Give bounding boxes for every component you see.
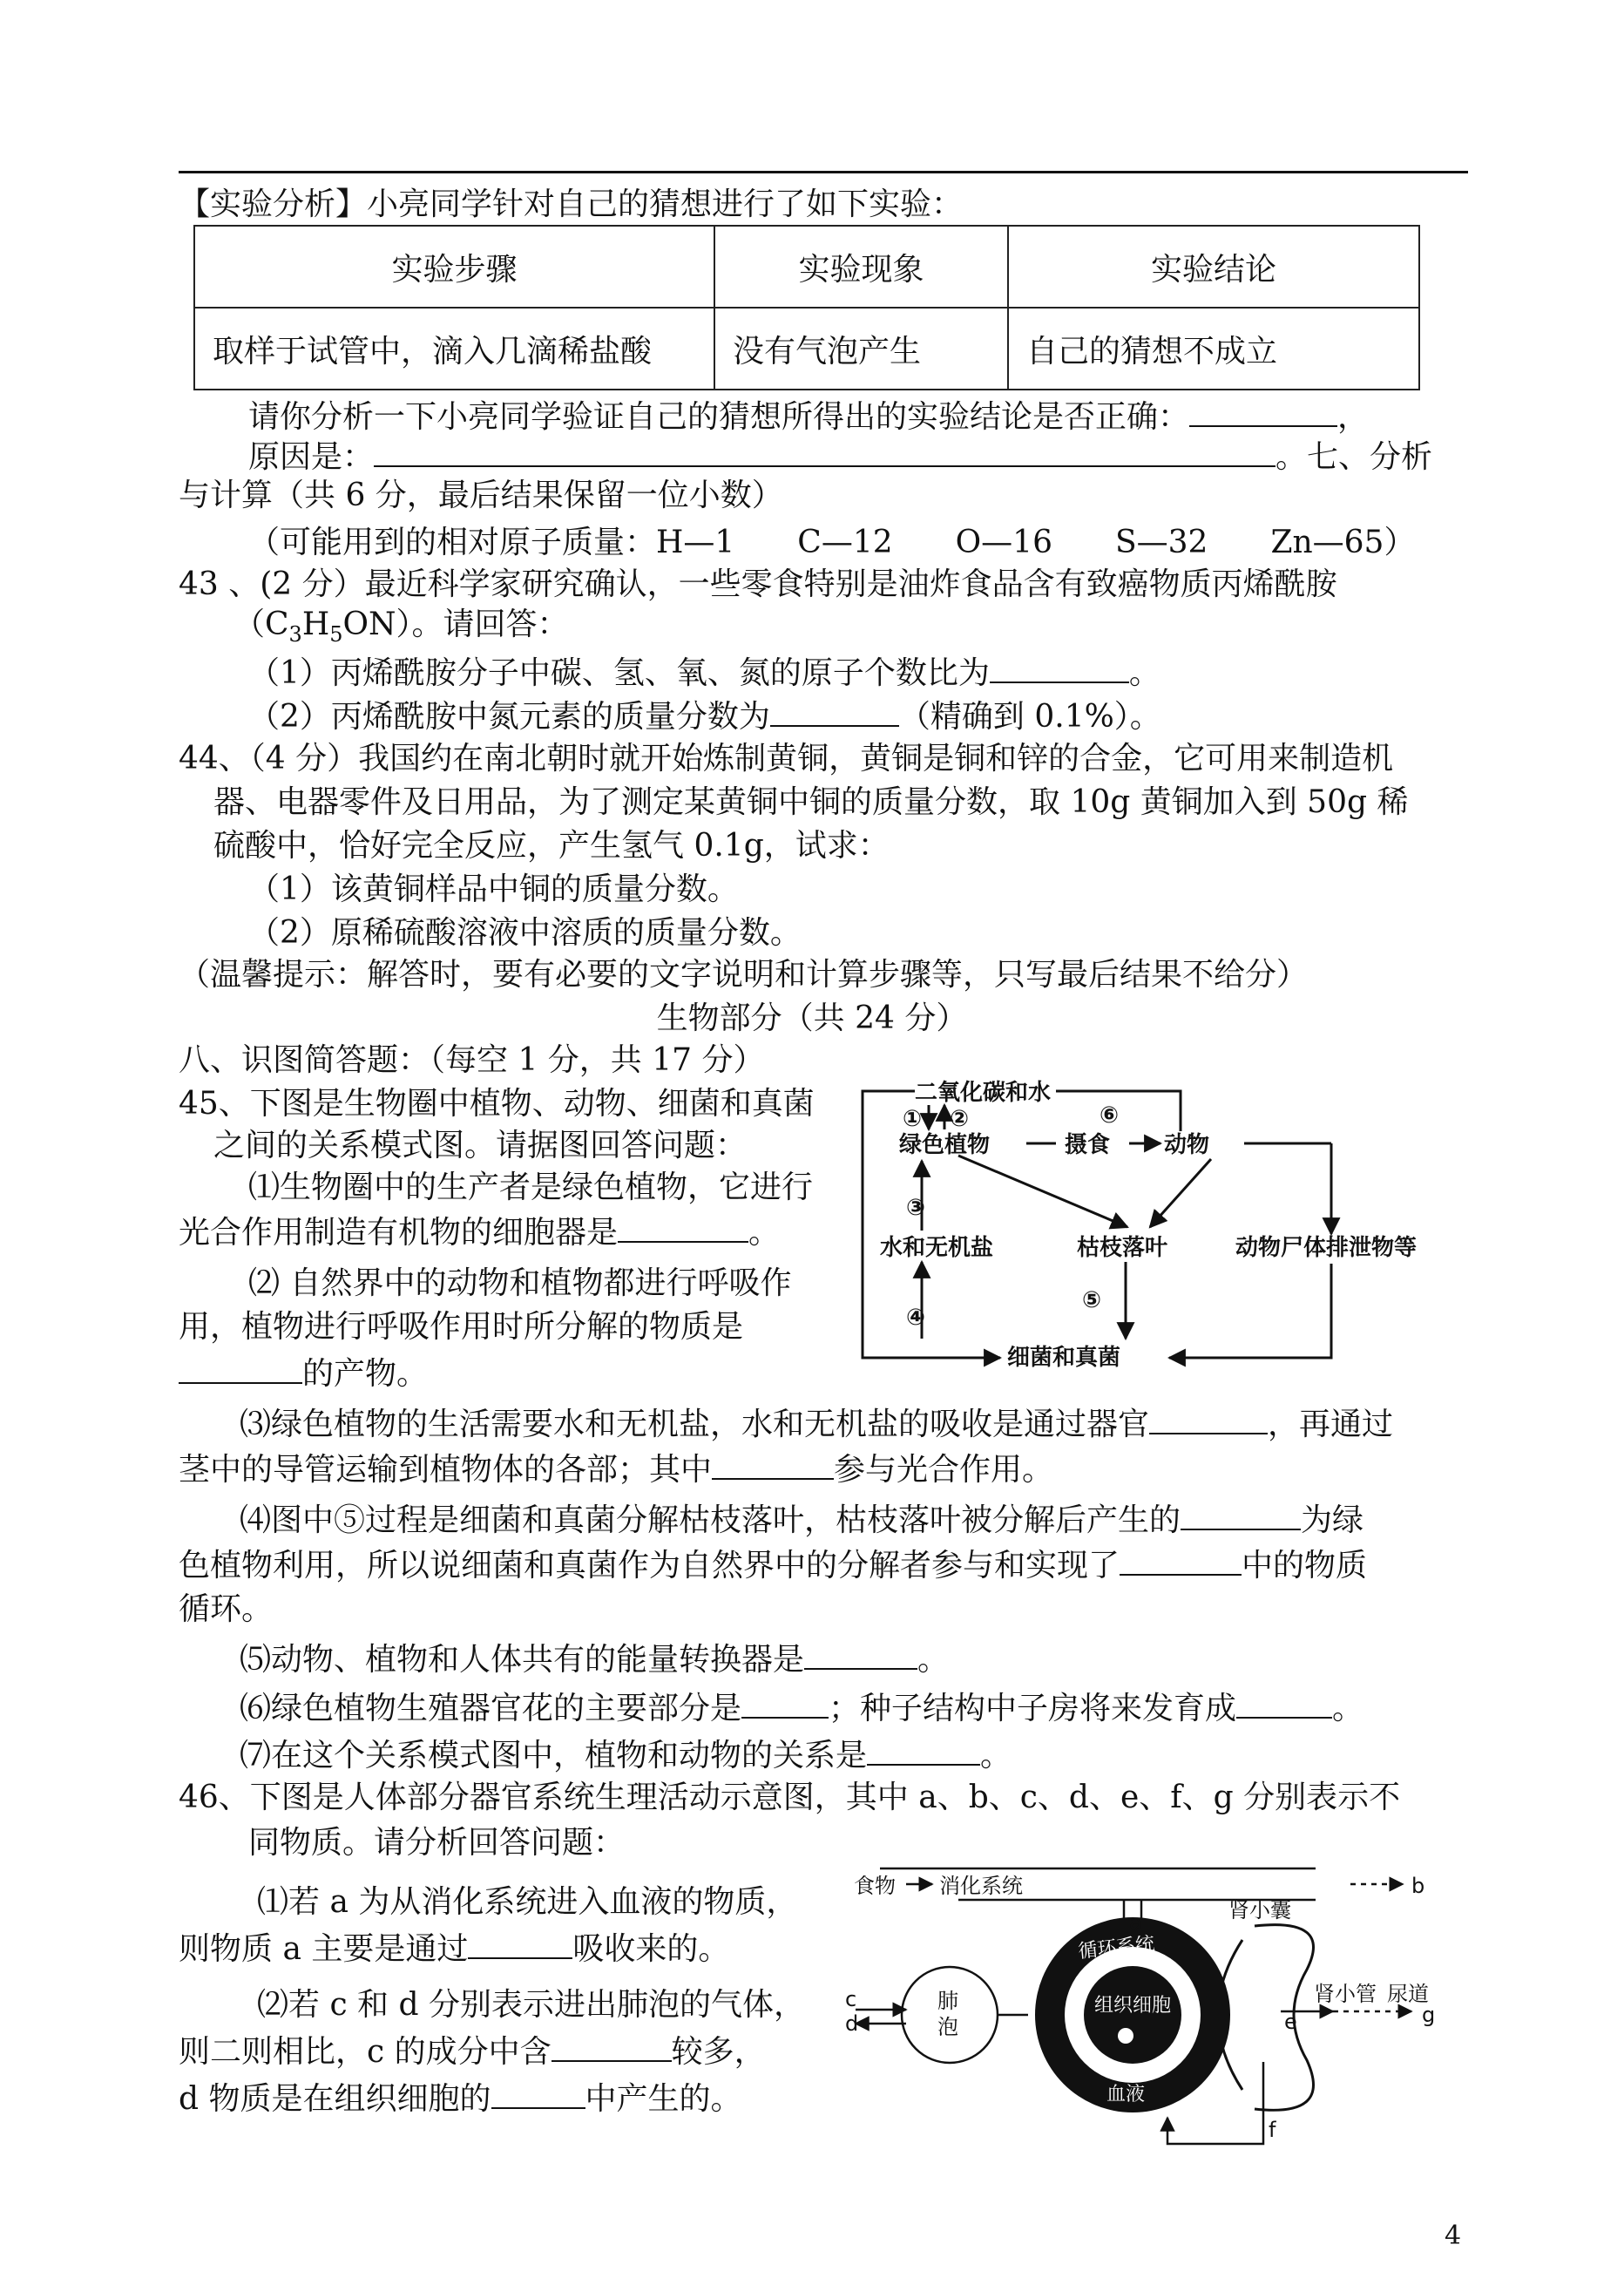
table-cell-conclusion: 自己的猜想不成立 <box>1008 308 1419 390</box>
q45-p3b-text: 茎中的导管运输到植物体的各部；其中 <box>179 1452 713 1488</box>
answer-blank <box>1236 1687 1332 1719</box>
human-organ-system-diagram <box>845 1856 1490 2205</box>
answer-blank <box>741 1687 829 1719</box>
q45-p3b-end: 参与光合作用。 <box>834 1452 1054 1488</box>
table-header-row <box>194 226 1419 308</box>
q45-p3a-end: ，再通过 <box>1268 1407 1394 1442</box>
label-a: a <box>1129 1910 1142 1935</box>
answer-blank <box>618 1211 748 1243</box>
q45-p7-text: ⑺在这个关系模式图中，植物和动物的关系是 <box>240 1738 868 1773</box>
q45-p6-text: ⑹绿色植物生殖器官花的主要部分是 <box>240 1691 742 1726</box>
q45-p2c-end: 的产物。 <box>302 1356 429 1392</box>
analysis-comma: ， <box>1337 399 1370 435</box>
label-n2: ② <box>950 1106 970 1132</box>
q45-p4c: 循环。 <box>179 1591 274 1627</box>
q45-p5-text: ⑸动物、植物和人体共有的能量转换器是 <box>240 1642 805 1678</box>
table-cell-steps: 取样于试管中，滴入几滴稀盐酸 <box>194 308 714 390</box>
q45-p3a <box>240 1403 1393 1445</box>
label-green-plant: 绿色植物 <box>899 1132 991 1158</box>
table-header-phenomenon: 实验现象 <box>714 226 1008 308</box>
reason-label: 原因是： <box>248 439 375 475</box>
q45-p4a <box>240 1499 1363 1541</box>
q46-line2: 同物质。请分析回答问题： <box>248 1825 626 1861</box>
label-n3: ③ <box>906 1195 926 1221</box>
q43-formula <box>233 605 569 654</box>
outer-left-loop <box>863 1091 1000 1358</box>
section8-heading: 八、识图简答题：（每空 1 分，共 17 分） <box>179 1042 765 1078</box>
q45-p6-mid: ；种子结构中子房将来发育成 <box>829 1691 1237 1726</box>
label-litter: 枯枝落叶 <box>1077 1235 1168 1261</box>
q46-line1: 46、下图是人体部分器官系统生理活动示意图，其中 a、b、c、d、e、f、g 分别表示不 <box>179 1780 1401 1815</box>
experiment-table <box>193 225 1420 390</box>
table-header-steps: 实验步骤 <box>194 226 714 308</box>
q44-sub1: （1）该黄铜样品中铜的质量分数。 <box>248 871 739 907</box>
q45-p7 <box>240 1734 1012 1776</box>
label-g: g <box>1422 2003 1436 2027</box>
q45-line2: 之间的关系模式图。请据图回答问题： <box>213 1128 748 1163</box>
q45-p4b <box>179 1544 1367 1586</box>
q45-p4b-end: 中的物质 <box>1242 1548 1368 1583</box>
label-n1: ① <box>903 1106 923 1132</box>
label-tissue-cell: 组织细胞 <box>1094 1995 1172 2017</box>
label-animal-remains: 动物尸体排泄物等 <box>1235 1235 1418 1261</box>
label-blood: 血液 <box>1106 2084 1146 2106</box>
q43-sub2-end: （精确到 0.1%）。 <box>898 699 1161 735</box>
header-rule <box>179 171 1468 173</box>
q43-stem: 43 、(2 分）最近科学家研究确认，一些零食特别是油炸食品含有致癌物质丙烯酰胺 <box>179 566 1337 602</box>
plant-to-litter <box>958 1156 1127 1227</box>
q45-p4a-end: 为绿 <box>1301 1502 1364 1538</box>
analysis-reason <box>248 436 1432 478</box>
label-c: c <box>845 1987 857 2011</box>
q45-p1b-text: 光合作用制造有机物的细胞器是 <box>179 1215 619 1251</box>
atomic-masses: （可能用到的相对原子质量：H—1 C—12 O—16 S—32 Zn—65） <box>248 525 1416 560</box>
q43-sub2-text: （2）丙烯酰胺中氮元素的质量分数为 <box>248 699 770 735</box>
q44-line1: 44、（4 分）我国约在南北朝时就开始炼制黄铜，黄铜是铜和锌的合金，它可用来制造机 <box>179 741 1394 776</box>
answer-blank <box>867 1734 980 1766</box>
q45-p3a-text: ⑶绿色植物的生活需要水和无机盐，水和无机盐的吸收是通过器官 <box>240 1407 1150 1442</box>
q45-p6-end: 。 <box>1332 1691 1364 1726</box>
answer-blank <box>990 652 1129 683</box>
q44-line3: 硫酸中，恰好完全反应，产生氢气 0.1g，试求： <box>213 828 890 864</box>
cell-nucleus <box>1118 2028 1133 2044</box>
analysis-question-text: 请你分析一下小亮同学验证自己的猜想所得出的实验结论是否正确： <box>248 399 1190 435</box>
q43-sub1-text: （1）丙烯酰胺分子中碳、氢、氧、氮的原子个数比为 <box>248 655 990 691</box>
q46-p2b <box>179 2031 766 2072</box>
label-lung1: 肺 <box>937 1989 958 2013</box>
q44-line2: 器、电器零件及日用品，为了测定某黄铜中铜的质量分数，取 10g 黄铜加入到 50g 稀 <box>213 784 1409 820</box>
q46-p2b-end: 较多， <box>671 2034 766 2070</box>
q46-p1a: ⑴若 a 为从消化系统进入血液的物质， <box>257 1884 798 1920</box>
label-tubule: 肾小管 <box>1314 1982 1377 2006</box>
answer-blank <box>179 1353 302 1384</box>
answer-blank <box>491 2078 585 2109</box>
animal-to-litter <box>1150 1159 1211 1227</box>
q44-tip: （温馨提示：解答时，要有必要的文字说明和计算步骤等，只写最后结果不给分） <box>179 957 1309 993</box>
answer-blank <box>1149 1403 1268 1434</box>
answer-blank <box>1120 1544 1242 1576</box>
label-eat: 摄食 <box>1065 1132 1111 1158</box>
q46-p1b-text: 则物质 a 主要是通过 <box>179 1931 469 1967</box>
answer-blank <box>1189 396 1337 427</box>
biology-title: 生物部分（共 24 分） <box>656 1000 968 1036</box>
answer-blank <box>712 1448 834 1480</box>
q45-p1a: ⑴生物圈中的生产者是绿色植物，它进行 <box>248 1170 814 1205</box>
q45-p1b-end: 。 <box>748 1215 781 1251</box>
reason-end: 。七、分析 <box>1276 439 1433 475</box>
formula-sub1: 3 <box>288 622 302 648</box>
analysis-question <box>248 396 1369 437</box>
analysis-intro: 【实验分析】小亮同学针对自己的猜想进行了如下实验： <box>179 186 964 222</box>
label-circulatory-system: 循环系统 <box>1077 1933 1156 1963</box>
answer-blank <box>804 1638 917 1670</box>
q45-p5-end: 。 <box>917 1642 950 1678</box>
remains-to-bacteria <box>1169 1264 1331 1358</box>
label-food: 食物 <box>854 1874 896 1898</box>
label-digestive-system: 消化系统 <box>939 1874 1023 1898</box>
answer-blank <box>551 2031 672 2062</box>
label-co2-water: 二氧化碳和水 <box>915 1080 1052 1106</box>
biosphere-relationship-diagram <box>854 1077 1481 1373</box>
q45-p5 <box>240 1638 949 1680</box>
label-f: f <box>1269 2118 1276 2142</box>
answer-blank <box>770 695 899 727</box>
q45-p6 <box>240 1687 1363 1729</box>
q44-sub2: （2）原稀硫酸溶液中溶质的质量分数。 <box>248 915 802 951</box>
label-kidney-capsule: 肾小囊 <box>1228 1898 1291 1922</box>
q43-sub1-end: 。 <box>1128 655 1160 691</box>
page-number: 4 <box>1445 2221 1462 2251</box>
formula-h: H <box>301 607 330 642</box>
answer-blank <box>468 1928 572 1959</box>
formula-open: （C <box>233 607 289 642</box>
label-urethra: 尿道 <box>1387 1982 1429 2006</box>
label-n4: ④ <box>906 1305 926 1331</box>
section7-heading: 与计算（共 6 分，最后结果保留一位小数） <box>179 478 783 513</box>
label-n6: ⑥ <box>1100 1102 1120 1129</box>
q46-p2c-text: d 物质是在组织细胞的 <box>179 2081 491 2117</box>
label-lung2: 泡 <box>937 2015 958 2039</box>
label-d: d <box>845 2011 859 2036</box>
formula-sub2: 5 <box>329 622 343 648</box>
label-water-salts: 水和无机盐 <box>880 1235 994 1261</box>
q45-p4b-text: 色植物利用，所以说细菌和真菌作为自然界中的分解者参与和实现了 <box>179 1548 1120 1583</box>
q46-p2c <box>179 2078 742 2119</box>
q45-p1b <box>179 1211 780 1253</box>
q45-line1: 45、下图是生物圈中植物、动物、细菌和真菌 <box>179 1086 815 1122</box>
q46-p2c-end: 中产生的。 <box>585 2081 742 2117</box>
q46-p2a: ⑵若 c 和 d 分别表示进出肺泡的气体， <box>257 1987 805 2023</box>
q45-p4a-text: ⑷图中⑤过程是细菌和真菌分解枯枝落叶，枯枝落叶被分解后产生的 <box>240 1502 1181 1538</box>
table-header-conclusion: 实验结论 <box>1008 226 1419 308</box>
q45-p2b: 用，植物进行呼吸作用时所分解的物质是 <box>179 1309 744 1345</box>
label-b: b <box>1411 1874 1425 1898</box>
q43-sub2 <box>248 695 1161 737</box>
table-row <box>194 308 1419 390</box>
answer-blank <box>374 436 1276 467</box>
q46-p1b-end: 吸收来的。 <box>572 1931 730 1967</box>
label-bacteria-fungi: 细菌和真菌 <box>1007 1345 1121 1371</box>
label-animal: 动物 <box>1164 1132 1210 1158</box>
q45-p2a: ⑵ 自然界中的动物和植物都进行呼吸作 <box>248 1265 792 1301</box>
q46-p1b <box>179 1928 729 1970</box>
q46-p2b-text: 则二则相比，c 的成分中含 <box>179 2034 551 2070</box>
q45-p3b <box>179 1448 1053 1490</box>
label-n5: ⑤ <box>1082 1287 1102 1313</box>
q43-sub1 <box>248 652 1160 694</box>
table-cell-phenomenon: 没有气泡产生 <box>714 308 1008 390</box>
formula-close: ON）。请回答： <box>342 607 569 642</box>
answer-blank <box>1181 1499 1301 1530</box>
label-e: e <box>1284 2010 1297 2034</box>
q45-p2c <box>179 1353 428 1394</box>
q45-p7-end: 。 <box>980 1738 1012 1773</box>
